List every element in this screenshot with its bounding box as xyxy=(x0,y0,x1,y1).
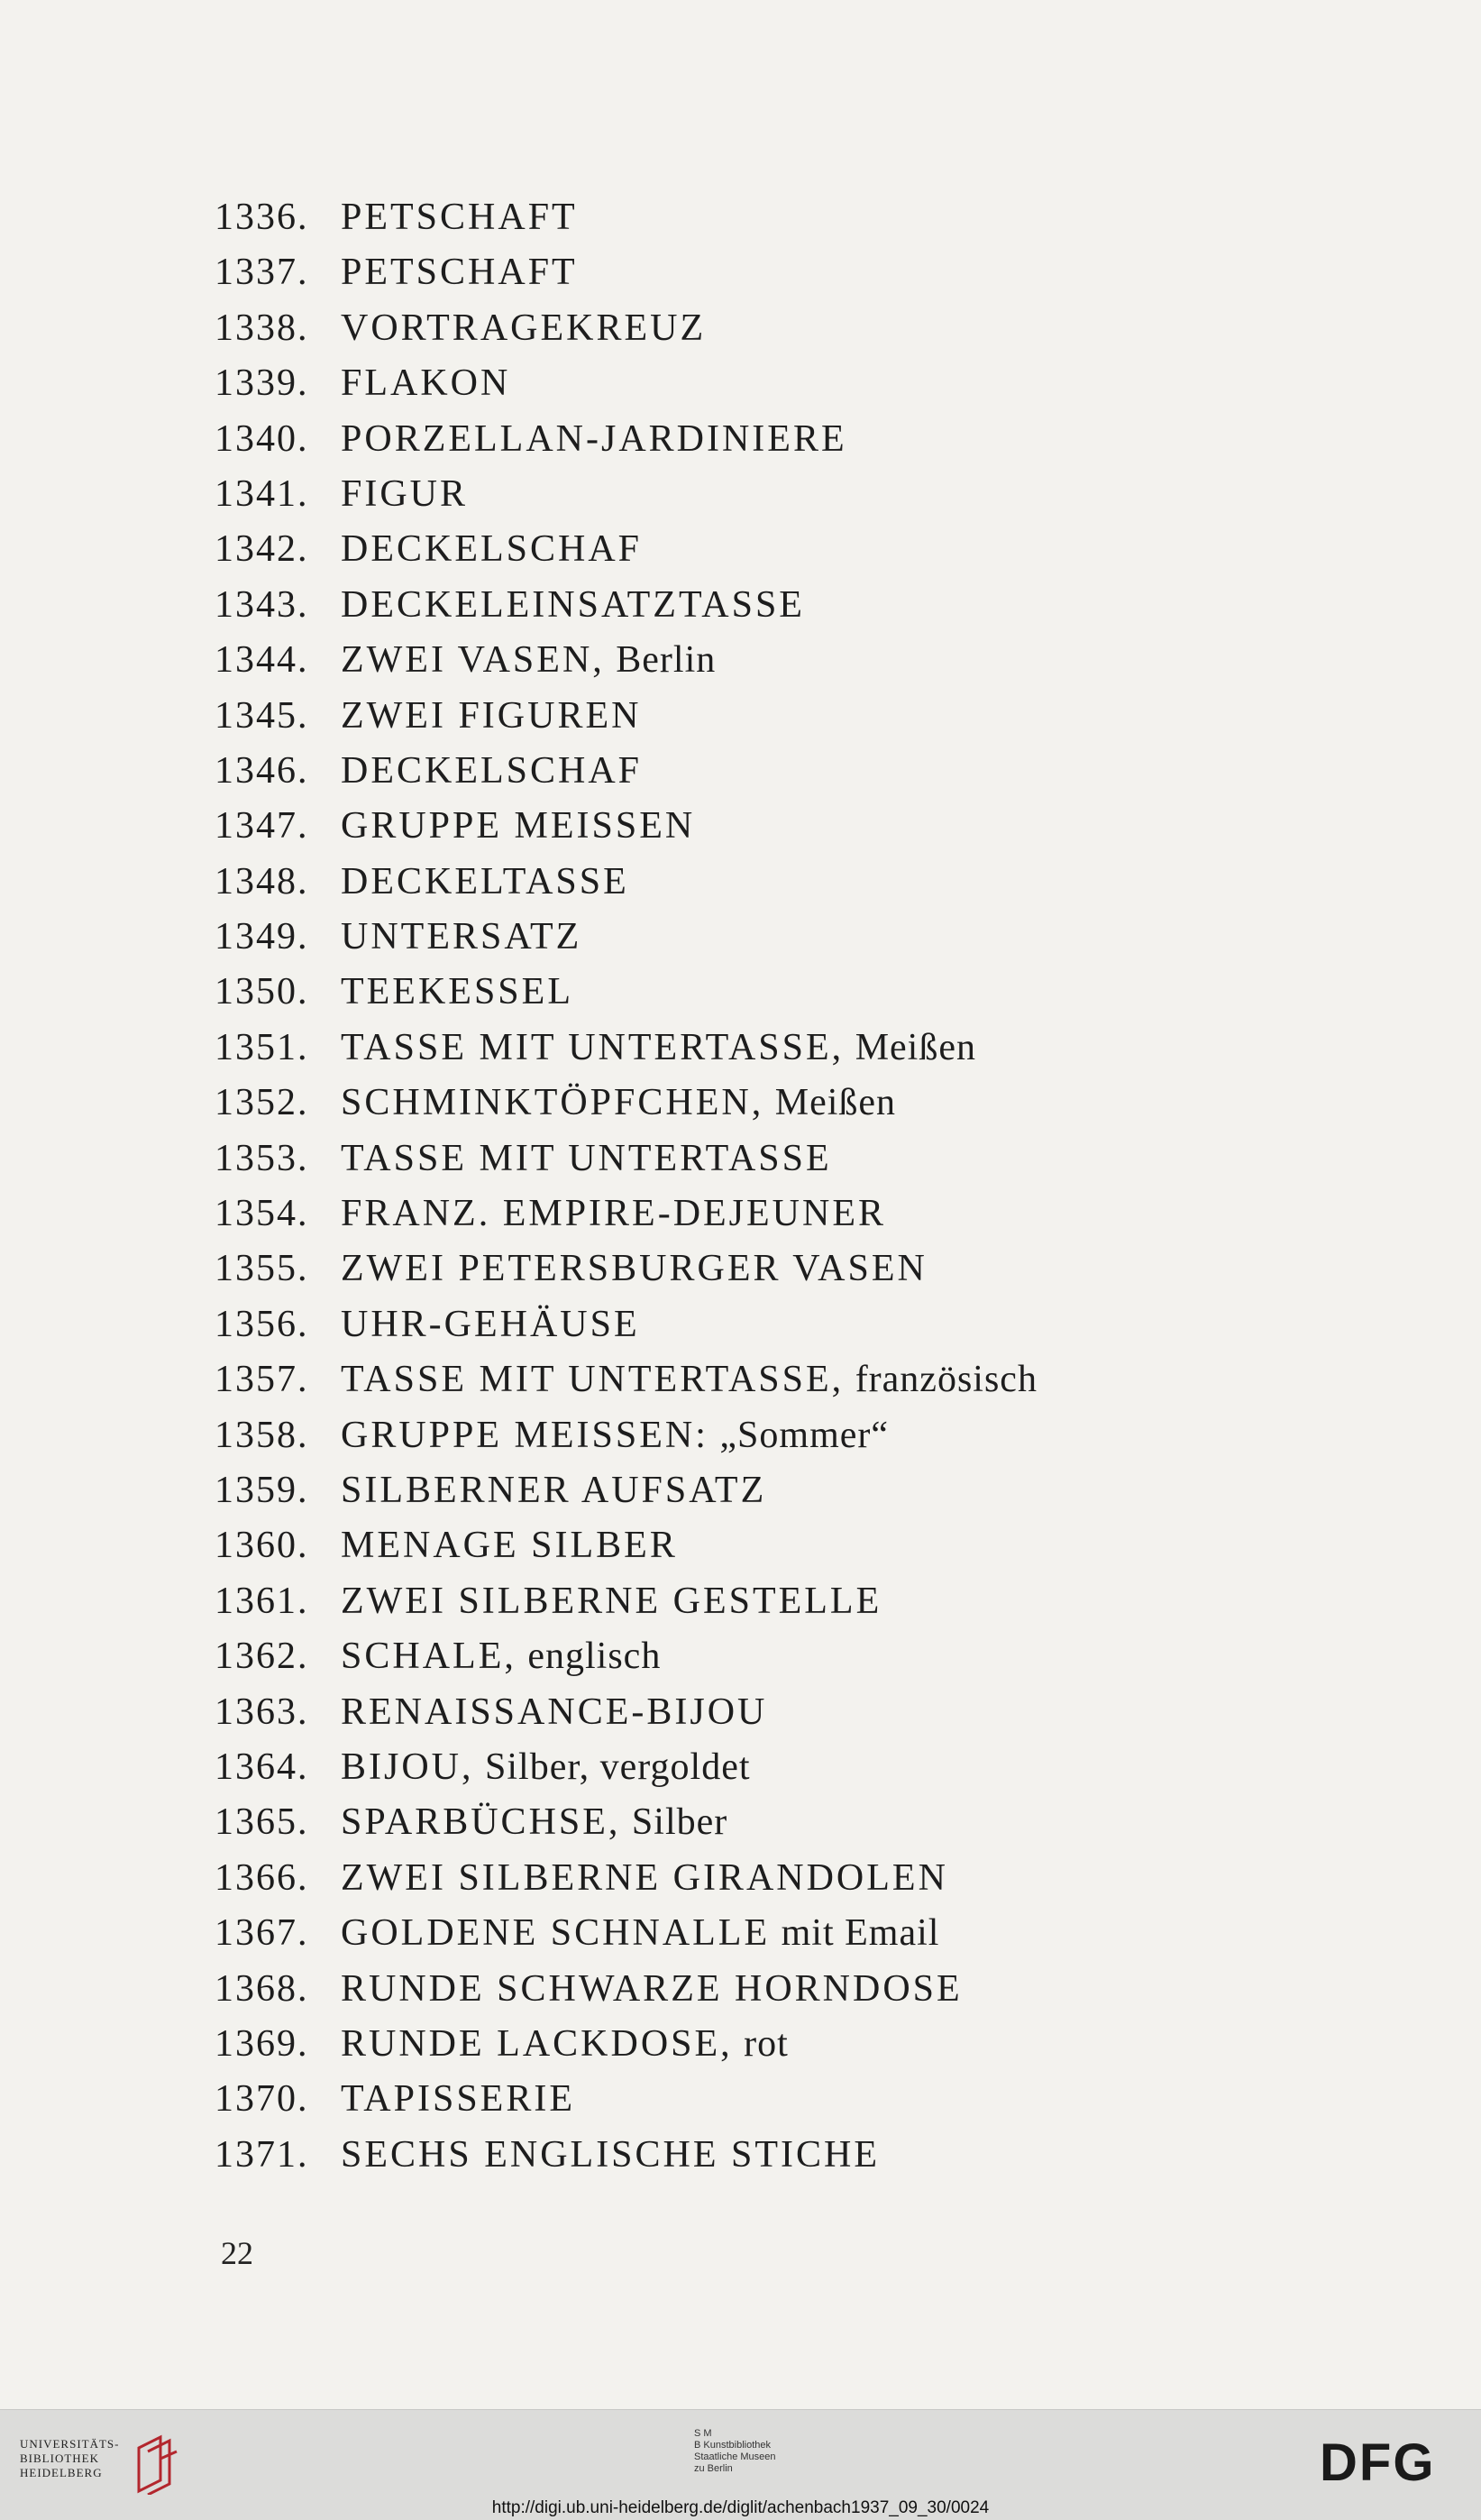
entry-title: TEEKESSEL xyxy=(341,971,573,1013)
entry-title: FIGUR xyxy=(341,472,469,515)
catalog-entry xyxy=(215,1297,1038,1352)
entry-note: Berlin xyxy=(616,639,717,682)
entry-title: DECKELTASSE xyxy=(341,860,629,903)
entry-note: englisch xyxy=(527,1636,662,1678)
entry-title: DECKELEINSATZTASSE xyxy=(341,583,805,626)
entry-number: 1341. xyxy=(215,472,309,515)
entry-number: 1359. xyxy=(215,1469,309,1511)
catalog-entry xyxy=(215,633,1038,688)
entry-title: MENAGE SILBER xyxy=(341,1525,678,1567)
entry-note: französisch xyxy=(855,1359,1038,1401)
entry-note: „Sommer“ xyxy=(719,1414,890,1456)
entry-number: 1368. xyxy=(215,1967,309,2010)
catalog-entry xyxy=(215,1463,1038,1518)
entry-number: 1343. xyxy=(215,583,309,626)
library-name-line: BIBLIOTHEK xyxy=(20,2451,99,2465)
catalog-entry xyxy=(215,1962,1038,2017)
entry-number: 1346. xyxy=(215,749,309,792)
entry-number: 1358. xyxy=(215,1414,309,1456)
entry-title: GOLDENE SCHNALLE xyxy=(341,1912,771,1955)
catalog-entry xyxy=(215,1906,1038,1961)
entry-title: TASSE MIT UNTERTASSE, xyxy=(341,1359,845,1401)
entry-number: 1340. xyxy=(215,417,309,460)
museum-credit-line: S M xyxy=(694,2428,712,2439)
catalog-entry xyxy=(215,799,1038,854)
entry-number: 1370. xyxy=(215,2078,309,2121)
entry-title: TASSE MIT UNTERTASSE, xyxy=(341,1026,845,1068)
dfg-logo-icon xyxy=(1316,2432,1460,2489)
entry-title: FRANZ. EMPIRE-DEJEUNER xyxy=(341,1193,887,1235)
entry-note: rot xyxy=(744,2022,789,2065)
entry-title: SECHS ENGLISCHE STICHE xyxy=(341,2133,881,2176)
entry-title: DECKELSCHAF xyxy=(341,528,643,571)
entry-number: 1366. xyxy=(215,1856,309,1899)
catalog-entry xyxy=(215,910,1038,965)
entry-number: 1357. xyxy=(215,1359,309,1401)
catalog-entry xyxy=(215,522,1038,577)
entry-title: UNTERSATZ xyxy=(341,916,582,958)
catalog-entry xyxy=(215,1851,1038,1906)
entry-note: mit Email xyxy=(781,1912,940,1955)
entry-number: 1371. xyxy=(215,2133,309,2176)
catalog-entry xyxy=(215,356,1038,411)
museum-credit xyxy=(694,2428,776,2475)
entry-number: 1355. xyxy=(215,1248,309,1290)
catalog-entry xyxy=(215,855,1038,910)
museum-credit-line: Staatliche Museen xyxy=(694,2451,776,2462)
entry-title: TAPISSERIE xyxy=(341,2078,575,2121)
entry-number: 1338. xyxy=(215,307,309,349)
museum-credit-line: zu Berlin xyxy=(694,2463,733,2474)
entry-title: FLAKON xyxy=(341,362,511,405)
entry-number: 1342. xyxy=(215,528,309,571)
catalog-entry xyxy=(215,1352,1038,1407)
entry-note: Silber xyxy=(631,1801,728,1844)
entry-title: BIJOU, xyxy=(341,1746,474,1788)
catalog-entry xyxy=(215,245,1038,300)
entry-number: 1367. xyxy=(215,1912,309,1955)
entry-number: 1344. xyxy=(215,639,309,682)
entry-number: 1347. xyxy=(215,805,309,848)
entry-title: GRUPPE MEISSEN xyxy=(341,805,696,848)
entry-title: SPARBÜCHSE, xyxy=(341,1801,621,1844)
catalog-entry xyxy=(215,2072,1038,2127)
entry-note: Meißen xyxy=(774,1082,897,1124)
entry-note: Silber, vergoldet xyxy=(485,1746,751,1788)
catalog-entry xyxy=(215,1795,1038,1850)
entry-title: PETSCHAFT xyxy=(341,197,578,238)
entry-title: PETSCHAFT xyxy=(341,252,578,294)
entry-title: ZWEI SILBERNE GESTELLE xyxy=(341,1580,882,1622)
entry-title: RUNDE SCHWARZE HORNDOSE xyxy=(341,1967,963,2010)
library-name xyxy=(20,2437,120,2480)
entry-title: UHR-GEHÄUSE xyxy=(341,1303,640,1345)
catalog-entry xyxy=(215,1629,1038,1684)
catalog-entry xyxy=(215,1187,1038,1242)
catalog-entry xyxy=(215,1132,1038,1187)
university-library-logo-icon xyxy=(133,2432,180,2495)
entry-number: 1348. xyxy=(215,860,309,903)
entry-title: SCHMINKTÖPFCHEN, xyxy=(341,1082,764,1124)
entry-title: SCHALE, xyxy=(341,1636,517,1678)
entry-number: 1349. xyxy=(215,916,309,958)
catalog-entry xyxy=(215,301,1038,356)
entry-number: 1336. xyxy=(215,197,309,238)
entry-title: RENAISSANCE-BIJOU xyxy=(341,1691,768,1733)
entry-title: ZWEI FIGUREN xyxy=(341,694,642,737)
entry-title: PORZELLAN-JARDINIERE xyxy=(341,417,847,460)
catalog-entry xyxy=(215,467,1038,522)
entry-number: 1337. xyxy=(215,252,309,294)
catalog-entry xyxy=(215,1408,1038,1463)
entry-number: 1363. xyxy=(215,1691,309,1733)
catalog-entry xyxy=(215,689,1038,744)
catalog-entry xyxy=(215,412,1038,467)
entry-number: 1345. xyxy=(215,694,309,737)
entry-number: 1361. xyxy=(215,1580,309,1622)
entry-title: TASSE MIT UNTERTASSE xyxy=(341,1137,832,1179)
entry-title: RUNDE LACKDOSE, xyxy=(341,2022,733,2065)
entry-number: 1360. xyxy=(215,1525,309,1567)
entry-number: 1364. xyxy=(215,1746,309,1788)
catalog-entry xyxy=(215,1021,1038,1076)
entry-number: 1351. xyxy=(215,1026,309,1068)
catalog-entry xyxy=(215,965,1038,1020)
entry-number: 1352. xyxy=(215,1082,309,1124)
catalog-entry xyxy=(215,1574,1038,1629)
entry-title: GRUPPE MEISSEN: xyxy=(341,1414,709,1456)
entry-title: VORTRAGEKREUZ xyxy=(341,307,707,349)
entry-note: Meißen xyxy=(855,1026,976,1068)
entry-number: 1362. xyxy=(215,1636,309,1678)
document-url-link[interactable]: http://digi.ub.uni-heidelberg.de/diglit/achenbach1937_09_30/0024 xyxy=(491,2498,990,2517)
entry-number: 1365. xyxy=(215,1801,309,1844)
catalog-entry xyxy=(215,190,1038,245)
library-name-line: HEIDELBERG xyxy=(20,2466,103,2479)
museum-credit-line: B Kunstbibliothek xyxy=(694,2440,771,2451)
entry-number: 1354. xyxy=(215,1193,309,1235)
catalog-entry xyxy=(215,578,1038,633)
catalog-entry xyxy=(215,2017,1038,2072)
library-name-line: UNIVERSITÄTS- xyxy=(20,2437,120,2451)
catalog-entry xyxy=(215,1076,1038,1131)
catalog-entry xyxy=(215,744,1038,799)
catalog-entry xyxy=(215,1685,1038,1740)
entry-title: ZWEI SILBERNE GIRANDOLEN xyxy=(341,1856,948,1899)
entry-title: ZWEI VASEN, xyxy=(341,639,605,682)
catalog-entry xyxy=(215,2128,1038,2183)
catalog-entry xyxy=(215,1518,1038,1573)
catalog-entry-list xyxy=(215,190,1038,2183)
entry-title: SILBERNER AUFSATZ xyxy=(341,1469,767,1511)
entry-number: 1350. xyxy=(215,971,309,1013)
entry-number: 1356. xyxy=(215,1303,309,1345)
catalog-entry xyxy=(215,1242,1038,1297)
catalog-entry xyxy=(215,1740,1038,1795)
entry-title: ZWEI PETERSBURGER VASEN xyxy=(341,1248,928,1290)
page-number: 22 xyxy=(221,2235,253,2271)
entry-number: 1353. xyxy=(215,1137,309,1179)
entry-number: 1369. xyxy=(215,2022,309,2065)
entry-title: DECKELSCHAF xyxy=(341,749,643,792)
viewer-footer xyxy=(0,2409,1481,2520)
entry-number: 1339. xyxy=(215,362,309,405)
dfg-logo-text: DFG xyxy=(1320,2433,1436,2489)
